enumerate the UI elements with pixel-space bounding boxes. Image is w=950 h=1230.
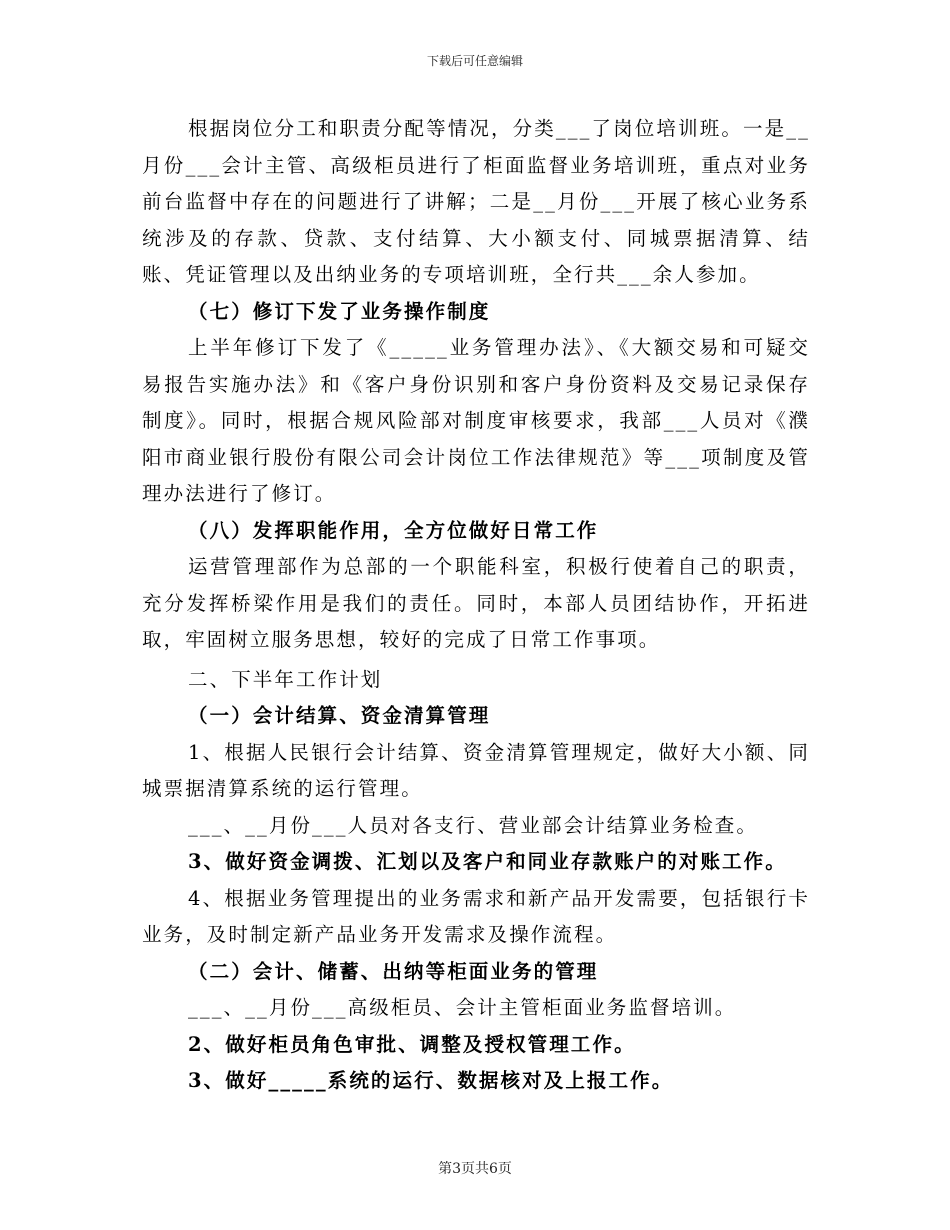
list-item-4: 4、根据业务管理提出的业务需求和新产品开发需要，包括银行卡业务，及时制定新产品业务开发需求及操作流程。 <box>142 886 810 946</box>
heading-section-8: （八）发挥职能作用，全方位做好日常工作 <box>188 518 599 542</box>
list-item-1: 1、根据人民银行会计结算、资金清算管理规定，做好大小额、同城票据清算系统的运行管理。 <box>142 740 810 800</box>
list-item-2: ___、__月份___人员对各支行、营业部会计结算业务检查。 <box>188 813 759 837</box>
list-item-b1: ___、__月份___高级柜员、会计主管柜面业务监督培训。 <box>188 996 737 1019</box>
list-item-b3: 3、做好_____系统的运行、数据核对及上报工作。 <box>188 1069 674 1092</box>
heading-subsection-1: （一）会计结算、资金清算管理 <box>188 704 491 727</box>
list-item-b2: 2、做好柜员角色审批、调整及授权管理工作。 <box>188 1032 636 1056</box>
paragraph-daily-work: 运营管理部作为总部的一个职能科室，积极行使着自己的职责，充分发挥桥梁作用是我们的责任。同时，本部人员团结协作，开拓进取，牢固树立服务思想，较好的完成了日常工作事项。 <box>142 555 810 651</box>
paragraph-regulations: 上半年修订下发了《_____业务管理办法》、《大额交易和可疑交易报告实施办法》和《客户身份识别和客户身份资料及交易记录保存制度》。同时，根据合规风险部对制度审核要求，我部___人员对《濮阳市商业银行股份有限公司会计岗位工作法律规范》等___项制度及管理办法进行了修订。 <box>142 336 810 505</box>
page-footer: 第3页共6页 <box>438 1161 512 1177</box>
page-header: 下载后可任意编辑 <box>426 54 523 68</box>
document-body <box>142 111 810 1100</box>
heading-subsection-2: （二）会计、储蓄、出纳等柜面业务的管理 <box>188 959 599 983</box>
heading-section-7: （七）修订下发了业务操作制度 <box>188 299 491 323</box>
heading-part-2: 二、下半年工作计划 <box>188 667 383 691</box>
list-item-3: 3、做好资金调拨、汇划以及客户和同业存款账户的对账工作。 <box>188 850 787 873</box>
paragraph-training: 根据岗位分工和职责分配等情况，分类___了岗位培训班。一是__月份___会计主管、高级柜员进行了柜面监督业务培训班，重点对业务前台监督中存在的问题进行了讲解；二是__月份___开展了核心业务系统涉及的存款、贷款、支付结算、大小额支付、同城票据清算、结账、凭证管理以及出纳业务的专项培训班，全行共___余人参加。 <box>142 117 810 286</box>
